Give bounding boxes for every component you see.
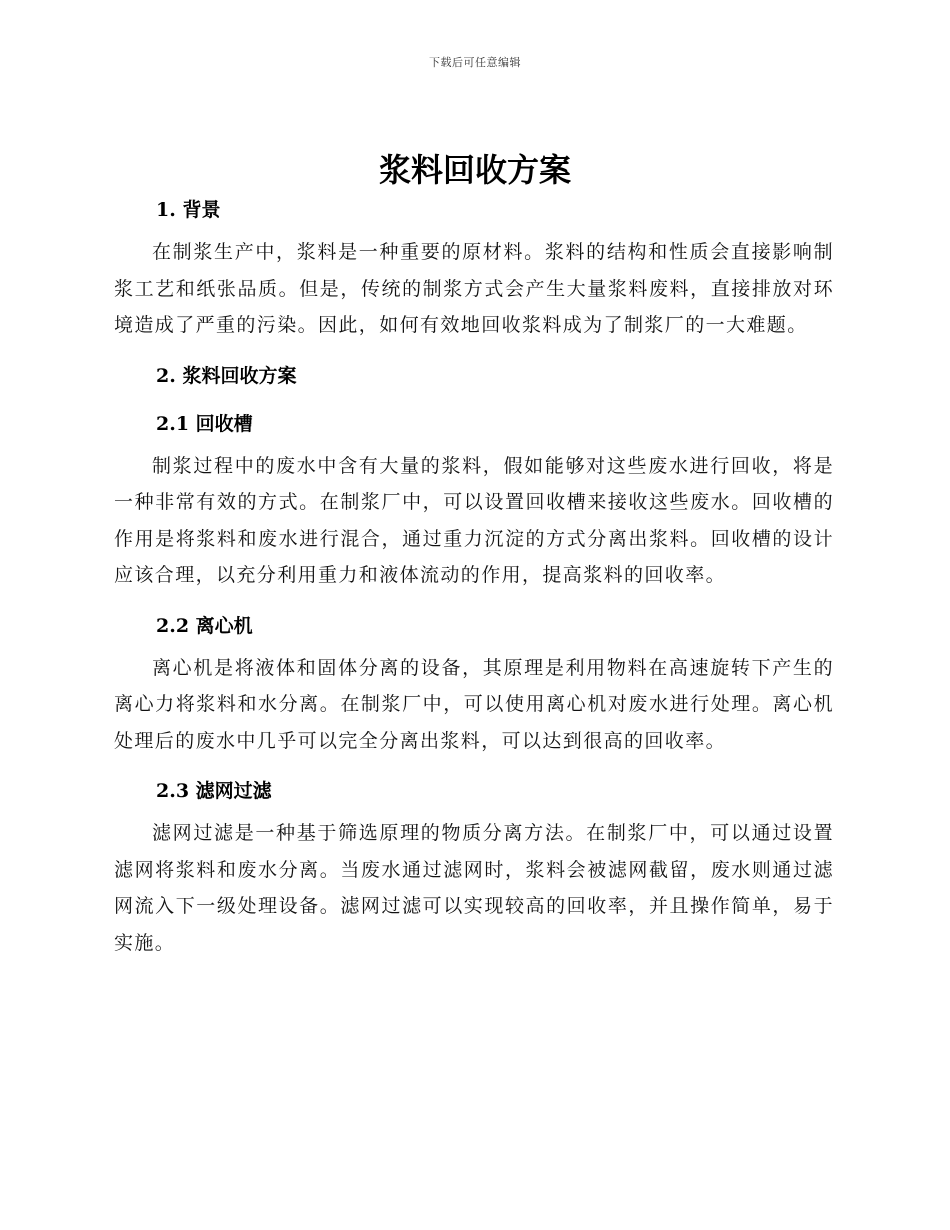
section-paragraph-background: 在制浆生产中，浆料是一种重要的原材料。浆料的结构和性质会直接影响制浆工艺和纸张品质。但是，传统的制浆方式会产生大量浆料废料，直接排放对环境造成了严重的污染。因此，如何有效地回收浆料成为了制浆厂的一大难题。	[114, 241, 834, 336]
section-heading-recovery-plan: 2. 浆料回收方案	[156, 364, 297, 387]
document-title: 浆料回收方案	[378, 151, 571, 189]
section-heading-recovery-tank: 2.1 回收槽	[156, 412, 253, 435]
section-heading-centrifuge: 2.2 离心机	[156, 614, 253, 637]
document-body	[114, 196, 834, 961]
header-note: 下载后可任意编辑	[429, 56, 521, 69]
section-paragraph-centrifuge: 离心机是将液体和固体分离的设备，其原理是利用物料在高速旋转下产生的离心力将浆料和水分离。在制浆厂中，可以使用离心机对废水进行处理。离心机处理后的废水中几乎可以完全分离出浆料，可以达到很高的回收率。	[114, 656, 834, 752]
section-paragraph-recovery-tank: 制浆过程中的废水中含有大量的浆料，假如能够对这些废水进行回收，将是一种非常有效的方式。在制浆厂中，可以设置回收槽来接收这些废水。回收槽的作用是将浆料和废水进行混合，通过重力沉淀的方式分离出浆料。回收槽的设计应该合理，以充分利用重力和液体流动的作用，提高浆料的回收率。	[114, 454, 834, 586]
section-heading-background: 1. 背景	[156, 199, 221, 221]
section-heading-screen-filtration: 2.3 滤网过滤	[156, 780, 272, 802]
section-paragraph-screen-filtration: 滤网过滤是一种基于筛选原理的物质分离方法。在制浆厂中，可以通过设置滤网将浆料和废水分离。当废水通过滤网时，浆料会被滤网截留，废水则通过滤网流入下一级处理设备。滤网过滤可以实现较高的回收率，并且操作简单，易于实施。	[114, 822, 834, 954]
